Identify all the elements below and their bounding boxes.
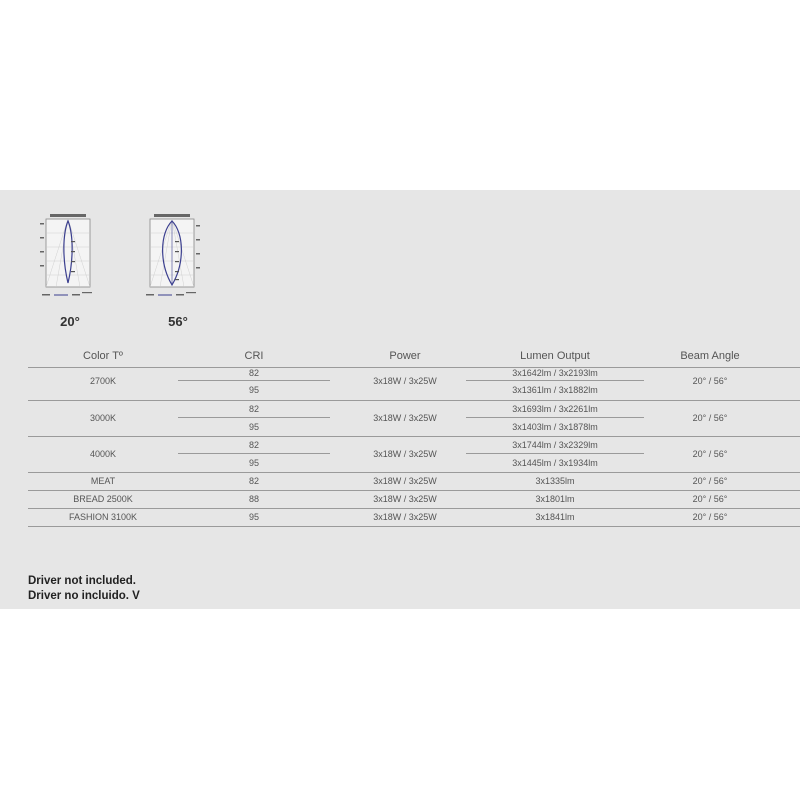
row-beam-angle: 20° / 56° bbox=[692, 376, 728, 386]
beam-angle-label-56: 56° bbox=[168, 314, 188, 329]
row-beam-angle: 20° / 56° bbox=[692, 449, 728, 459]
photometric-diagram-20 bbox=[38, 213, 98, 303]
sub-rule bbox=[178, 453, 330, 454]
row-cri: 82 bbox=[248, 404, 259, 414]
row-lumen: 3x1335lm bbox=[535, 476, 575, 486]
table-rule bbox=[28, 490, 800, 491]
table-rule bbox=[28, 526, 800, 527]
row-lumen: 3x1445lm / 3x1934lm bbox=[512, 458, 598, 468]
row-cri: 95 bbox=[248, 512, 259, 522]
row-cri: 95 bbox=[248, 458, 259, 468]
row-color-temp: 3000K bbox=[89, 413, 117, 423]
row-lumen: 3x1744lm / 3x2329lm bbox=[512, 440, 598, 450]
row-power: 3x18W / 3x25W bbox=[373, 512, 437, 522]
row-beam-angle: 20° / 56° bbox=[692, 494, 728, 504]
row-power: 3x18W / 3x25W bbox=[373, 449, 437, 459]
row-beam-angle: 20° / 56° bbox=[692, 413, 728, 423]
header-cri: CRI bbox=[244, 350, 264, 362]
row-power: 3x18W / 3x25W bbox=[373, 476, 437, 486]
header-power: Power bbox=[389, 350, 421, 362]
header-beam-angle: Beam Angle bbox=[680, 350, 740, 362]
row-color-temp: MEAT bbox=[90, 476, 116, 486]
row-power: 3x18W / 3x25W bbox=[373, 494, 437, 504]
row-lumen: 3x1841lm bbox=[535, 512, 575, 522]
header-lumen-output: Lumen Output bbox=[520, 350, 590, 362]
row-lumen: 3x1403lm / 3x1878lm bbox=[512, 422, 598, 432]
row-lumen: 3x1361lm / 3x1882lm bbox=[512, 385, 598, 395]
row-cri: 95 bbox=[248, 385, 259, 395]
sub-rule bbox=[466, 417, 644, 418]
sub-rule bbox=[178, 380, 330, 381]
table-rule bbox=[28, 472, 800, 473]
row-lumen: 3x1801lm bbox=[535, 494, 575, 504]
sub-rule bbox=[178, 417, 330, 418]
row-color-temp: 2700K bbox=[89, 376, 117, 386]
row-cri: 82 bbox=[248, 368, 259, 378]
header-color-temp: Color Tº bbox=[83, 350, 123, 362]
sub-rule bbox=[466, 453, 644, 454]
row-power: 3x18W / 3x25W bbox=[373, 413, 437, 423]
row-cri: 82 bbox=[248, 440, 259, 450]
row-beam-angle: 20° / 56° bbox=[692, 512, 728, 522]
row-cri: 88 bbox=[248, 494, 259, 504]
driver-note-es: Driver no incluido. V bbox=[28, 590, 140, 602]
row-beam-angle: 20° / 56° bbox=[692, 476, 728, 486]
row-cri: 95 bbox=[248, 422, 259, 432]
photometric-diagram-56 bbox=[142, 213, 202, 303]
row-color-temp: FASHION 3100K bbox=[68, 512, 138, 522]
table-rule bbox=[28, 367, 800, 368]
row-color-temp: 4000K bbox=[89, 449, 117, 459]
driver-note-en: Driver not included. bbox=[28, 575, 136, 587]
row-lumen: 3x1693lm / 3x2261lm bbox=[512, 404, 598, 414]
row-lumen: 3x1642lm / 3x2193lm bbox=[512, 368, 598, 378]
sub-rule bbox=[466, 380, 644, 381]
table-rule bbox=[28, 400, 800, 401]
spec-panel bbox=[0, 190, 800, 609]
beam-angle-label-20: 20° bbox=[60, 314, 80, 329]
row-color-temp: BREAD 2500K bbox=[73, 494, 133, 504]
table-rule bbox=[28, 508, 800, 509]
table-rule bbox=[28, 436, 800, 437]
row-cri: 82 bbox=[248, 476, 259, 486]
row-power: 3x18W / 3x25W bbox=[373, 376, 437, 386]
